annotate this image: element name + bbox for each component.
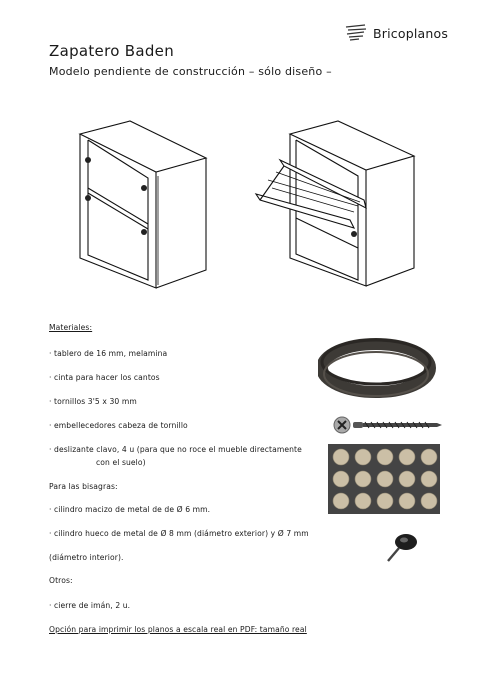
hinges-item: · cilindro macizo de metal de de Ø 6 mm. <box>49 505 211 514</box>
screw-cover-caps-photo <box>328 444 440 514</box>
material-item-continuation: con el suelo) <box>96 458 146 467</box>
page-subtitle: Modelo pendiente de construcción – sólo diseño – <box>49 65 332 78</box>
furniture-glide-nail-photo <box>384 530 420 564</box>
others-item: · cierre de imán, 2 u. <box>49 601 131 610</box>
material-item: · deslizante clavo, 4 u (para que no roce el mueble directamente <box>49 445 302 454</box>
closed-shoe-cabinet-drawing <box>68 120 208 290</box>
material-item: · embellecedores cabeza de tornillo <box>49 421 188 430</box>
hinges-item-continuation: (diámetro interior). <box>49 553 124 562</box>
page-title: Zapatero Baden <box>49 42 175 60</box>
hinges-heading: Para las bisagras: <box>49 482 118 491</box>
materials-heading: Materiales: <box>49 323 93 332</box>
bricoplanos-logo-icon <box>345 24 367 42</box>
material-item: · tornillos 3'5 x 30 mm <box>49 397 137 406</box>
edge-banding-tape-photo <box>318 332 436 398</box>
material-item: · cinta para hacer los cantos <box>49 373 160 382</box>
screw-and-cap-photo <box>333 414 443 436</box>
hinges-item: · cilindro hueco de metal de Ø 8 mm (diámetro exterior) y Ø 7 mm <box>49 529 309 538</box>
material-item: · tablero de 16 mm, melamina <box>49 349 168 358</box>
open-shoe-cabinet-drawing <box>254 108 424 288</box>
others-heading: Otros: <box>49 576 73 585</box>
brand <box>345 24 448 42</box>
print-option-link[interactable]: Opción para imprimir los planos a escala real en PDF: tamaño real <box>49 625 307 634</box>
brand-name: Bricoplanos <box>373 25 449 41</box>
